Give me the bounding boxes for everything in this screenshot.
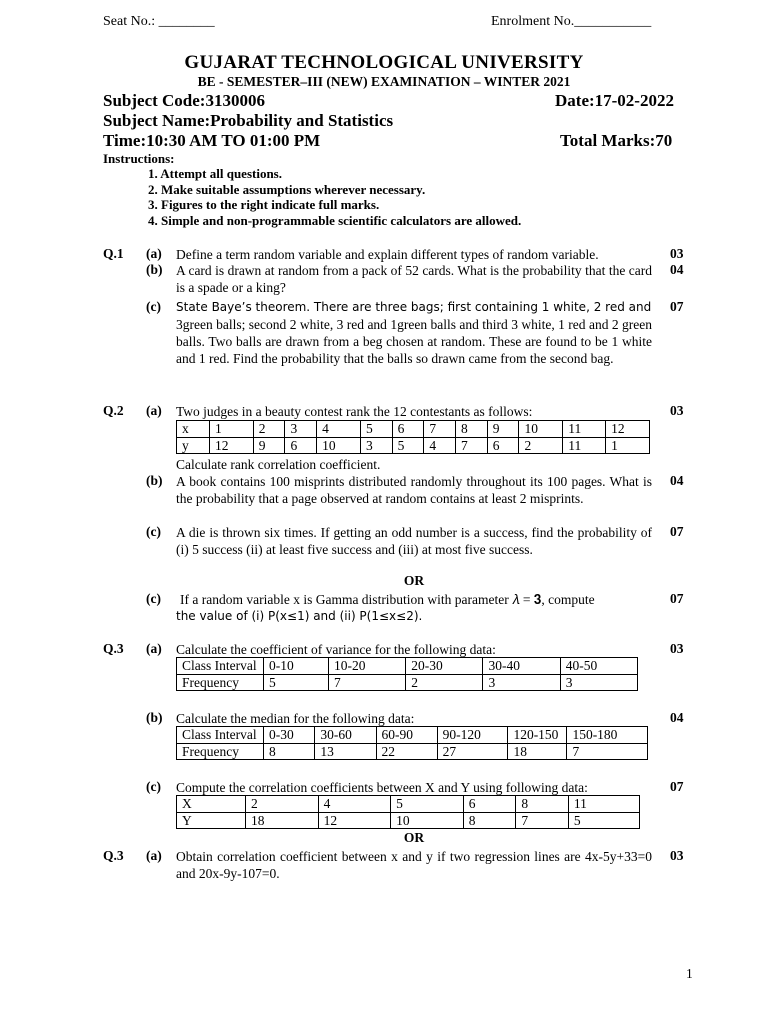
- table-row: [177, 421, 650, 438]
- table-cell: 4: [317, 421, 361, 438]
- table-cell: 5: [391, 796, 464, 813]
- or-separator: OR: [403, 573, 425, 588]
- table-cell: 18: [508, 743, 567, 760]
- table-cell: 150-180: [567, 727, 648, 744]
- table-cell: 10-20: [328, 658, 405, 675]
- question-text: Calculate the median for the following data:: [176, 711, 415, 726]
- table-cell: 5: [264, 674, 329, 691]
- exam-time: Time:10:30 AM TO 01:00 PM: [103, 131, 321, 150]
- table-cell: 1: [210, 421, 254, 438]
- table-cell: 3: [360, 437, 392, 454]
- exam-date: Date:17-02-2022: [555, 91, 674, 110]
- table-cell: Y: [177, 812, 246, 829]
- table-cell: 2: [253, 421, 285, 438]
- table-cell: 4: [424, 437, 456, 454]
- subquestion-label: (a): [146, 246, 162, 261]
- table-cell: 12: [210, 437, 254, 454]
- subquestion-label: (c): [146, 591, 161, 606]
- marks: 07: [670, 591, 684, 606]
- table-cell: 1: [606, 437, 650, 454]
- marks: 04: [670, 473, 684, 488]
- table-cell: 11: [563, 421, 606, 438]
- university-title: GUJARAT TECHNOLOGICAL UNIVERSITY: [184, 52, 584, 73]
- table-cell: 7: [328, 674, 405, 691]
- table-cell: 2: [519, 437, 563, 454]
- table-cell: 0-30: [264, 727, 315, 744]
- table-cell: 10: [519, 421, 563, 438]
- table-cell: 90-120: [437, 727, 508, 744]
- table-row: [177, 727, 648, 744]
- question-text-first-line: If a random variable x is Gamma distribution with parameter 𝜆 = 𝟑, compute: [180, 592, 595, 607]
- table-cell: 120-150: [508, 727, 567, 744]
- marks: 03: [670, 641, 684, 656]
- instruction-item: 3. Figures to the right indicate full marks.: [148, 197, 380, 212]
- subquestion-label: (a): [146, 641, 162, 656]
- table-cell: 2: [406, 674, 483, 691]
- instructions-list: [148, 166, 521, 228]
- table-row: [177, 743, 648, 760]
- table-cell: 3: [560, 674, 637, 691]
- table-cell: 3: [483, 674, 560, 691]
- marks: 07: [670, 524, 684, 539]
- question-text: Obtain correlation coefficient between x and y if two regression lines are 4x-5y+33=0 and 20x-9y-107=0.: [176, 849, 652, 881]
- table-cell: Class Interval: [177, 658, 264, 675]
- table-cell: 6: [487, 437, 519, 454]
- table-cell: 7: [516, 812, 569, 829]
- table-row: [177, 658, 638, 675]
- subquestion-label: (b): [146, 710, 163, 725]
- marks: 03: [670, 848, 684, 863]
- subquestion-label: (a): [146, 403, 162, 418]
- exam-line: BE - SEMESTER–III (NEW) EXAMINATION – WINTER 2021: [197, 74, 571, 89]
- subquestion-label: (a): [146, 848, 162, 863]
- table-cell: 11: [563, 437, 606, 454]
- table-cell: Class Interval: [177, 727, 264, 744]
- table-cell: 7: [567, 743, 648, 760]
- instruction-item: 2. Make suitable assumptions wherever necessary.: [148, 181, 426, 197]
- subquestion-label: (b): [146, 473, 163, 488]
- table-cell: 2: [246, 796, 319, 813]
- subquestion-label: (c): [146, 299, 161, 314]
- marks: 03: [670, 246, 684, 261]
- enrolment-number: Enrolment No.___________: [491, 14, 652, 29]
- table-cell: 5: [568, 812, 639, 829]
- marks: 07: [670, 299, 684, 314]
- table-cell: 12: [318, 812, 391, 829]
- instructions-heading: Instructions:: [103, 151, 175, 166]
- subject-name: Subject Name:Probability and Statistics: [103, 111, 394, 130]
- marks: 03: [670, 403, 684, 418]
- table-cell: 30-40: [483, 658, 560, 675]
- question-text: A card is drawn at random from a pack of 52 cards. What is the probability that the card is a spade or a king?: [176, 263, 652, 295]
- subquestion-label: (c): [146, 524, 161, 539]
- question-text: A die is thrown six times. If getting an odd number is a success, find the probability of (i) 5 success (ii) at least five success and (iii) at most five success.: [176, 525, 652, 557]
- seat-number: Seat No.: ________: [103, 14, 215, 29]
- xy-table: [176, 795, 640, 829]
- table-cell: 8: [516, 796, 569, 813]
- question-label: Q.3: [103, 848, 124, 863]
- table-cell: 6: [285, 437, 317, 454]
- table-cell: X: [177, 796, 246, 813]
- table-cell: 9: [487, 421, 519, 438]
- table-cell: 8: [264, 743, 315, 760]
- table-cell: 9: [253, 437, 285, 454]
- table-cell: Frequency: [177, 743, 264, 760]
- median-table: [176, 726, 648, 760]
- subquestion-label: (c): [146, 779, 161, 794]
- table-cell: 10: [317, 437, 361, 454]
- table-cell: 4: [318, 796, 391, 813]
- instruction-item: 1. Attempt all questions.: [148, 166, 282, 181]
- question-text: 3green balls; second 2 white, 3 red and 1green balls and third 3 white, 1 red and 2 green balls. Two balls are drawn from a beg chosen at random. These are found to be 1 white and 1 red. Find the probability that the balls so drawn came from the second bag.: [176, 317, 652, 366]
- table-cell: 18: [246, 812, 319, 829]
- table-cell: 13: [315, 743, 376, 760]
- table-cell: 27: [437, 743, 508, 760]
- table-cell: 7: [456, 437, 488, 454]
- question-text: Calculate rank correlation coefficient.: [176, 457, 381, 472]
- table-cell: Frequency: [177, 674, 264, 691]
- table-cell: 11: [568, 796, 639, 813]
- question-text-first-line: State Baye’s theorem. There are three bags; first containing 1 white, 2 red and: [176, 300, 652, 314]
- instruction-item: 4. Simple and non-programmable scientific calculators are allowed.: [148, 212, 522, 228]
- table-row: [177, 812, 640, 829]
- or-separator: OR: [403, 830, 425, 845]
- table-cell: 6: [392, 421, 424, 438]
- question-text: Compute the correlation coefficients between X and Y using following data:: [176, 780, 588, 795]
- marks: 07: [670, 779, 684, 794]
- question-label: Q.2: [103, 403, 124, 418]
- table-row: [177, 674, 638, 691]
- table-cell: 10: [391, 812, 464, 829]
- subquestion-label: (b): [146, 262, 163, 277]
- table-cell: 12: [606, 421, 650, 438]
- class-interval-table: [176, 657, 638, 691]
- rank-table: [176, 420, 650, 454]
- table-cell: 0-10: [264, 658, 329, 675]
- total-marks: Total Marks:70: [560, 131, 673, 150]
- subject-code: Subject Code:3130006: [103, 91, 265, 110]
- question-label: Q.3: [103, 641, 124, 656]
- table-cell: y: [177, 437, 210, 454]
- table-cell: 20-30: [406, 658, 483, 675]
- table-cell: 22: [376, 743, 437, 760]
- question-text: Calculate the coefficient of variance for the following data:: [176, 642, 496, 657]
- table-cell: 30-60: [315, 727, 376, 744]
- question-text: A book contains 100 misprints distributed randomly throughout its 100 pages. What is the probability that a page observed at random contains at least 2 misprints.: [176, 474, 652, 506]
- table-cell: 7: [424, 421, 456, 438]
- table-cell: 6: [463, 796, 516, 813]
- question-label: Q.1: [103, 246, 124, 261]
- question-text: Define a term random variable and explain different types of random variable.: [176, 247, 599, 262]
- question-text: the value of (i) P(x≤1) and (ii) P(1≤x≤2).: [176, 609, 423, 623]
- page-number: 1: [686, 966, 693, 981]
- marks: 04: [670, 710, 684, 725]
- table-cell: 5: [392, 437, 424, 454]
- table-cell: 3: [285, 421, 317, 438]
- table-row: [177, 437, 650, 454]
- table-cell: 8: [456, 421, 488, 438]
- table-cell: 40-50: [560, 658, 637, 675]
- table-cell: 60-90: [376, 727, 437, 744]
- table-cell: 5: [360, 421, 392, 438]
- question-text: Two judges in a beauty contest rank the 12 contestants as follows:: [176, 404, 533, 419]
- table-cell: 8: [463, 812, 516, 829]
- marks: 04: [670, 262, 684, 277]
- table-row: [177, 796, 640, 813]
- table-cell: x: [177, 421, 210, 438]
